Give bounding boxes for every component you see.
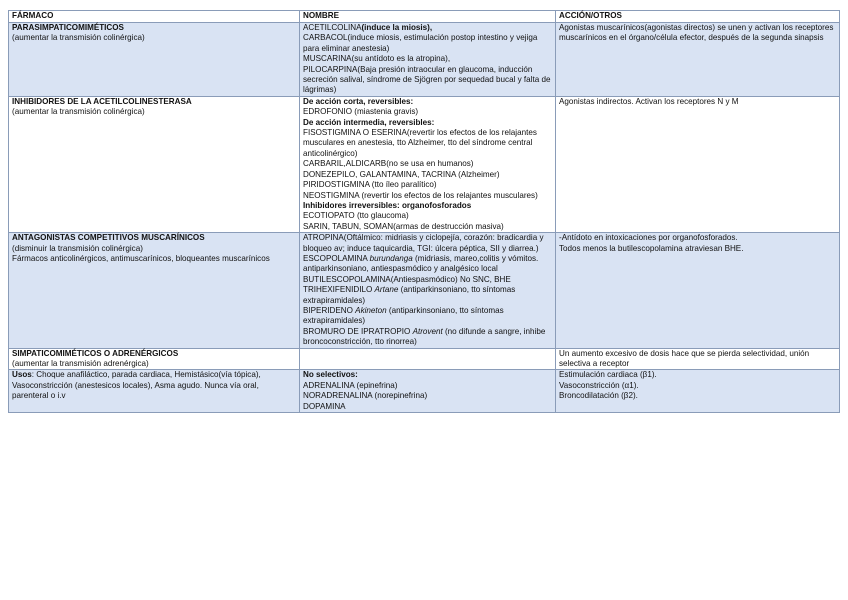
group-subtitle: (aumentar la transmisión colinérgica) [12,107,145,117]
drug-line [303,327,552,348]
group-title: PARASIMPATICOMIMÉTICOS [12,23,124,32]
cell-farmaco [9,348,300,370]
row-parasimpaticomimeticos [9,23,840,97]
drug-line: BUTILESCOPOLAMINA(Antiespasmódico) No SNC, BHE [303,274,511,284]
accion-text: Estimulación cardiaca (β1). [559,370,657,380]
drug-name: BROMURO DE IPRATROPIO [303,326,413,336]
drug-line: CARBARIL,ALDICARB(no se usa en humanos) [303,159,474,169]
cell-nombre [300,370,556,413]
drug-line: PIRIDOSTIGMINA (tto íleo paralítico) [303,180,437,190]
drug-brand: Artane [374,285,399,295]
subgroup-heading: De acción intermedia, reversibles: [303,117,435,127]
drug-line: NORADRENALINA (norepinefrina) [303,391,428,401]
cell-nombre [300,23,556,97]
group-subtitle: (aumentar la transmisión colinérgica) [12,33,145,43]
header-nombre: NOMBRE [300,11,556,23]
cell-nombre [300,348,556,370]
cell-accion [556,233,840,348]
cell-nombre [300,233,556,348]
cell-farmaco [9,96,300,232]
drug-line: DOPAMINA [303,401,346,411]
group-title: ANTAGONISTAS COMPETITIVOS MUSCARÍNICOS [12,233,205,243]
drug-line: ECOTIOPATO (tto glaucoma) [303,211,409,221]
row-simpaticomimeticos [9,348,840,370]
drug-line: SARIN, TABUN, SOMAN(armas de destrucción masiva) [303,221,504,231]
header-accion: ACCIÓN/OTROS [556,11,840,23]
drug-note: (antiparkinsoniano, tto síntomas extrapiramidales) [303,305,504,326]
accion-text: Vasoconstricción (α1). [559,380,639,390]
drug-line: DONEZEPILO, GALANTAMINA, TACRINA (Alzheimer) [303,169,500,179]
drug-note: (induce la miosis), [361,23,433,32]
cell-farmaco [9,233,300,348]
accion-text: Agonistas muscarínicos(agonistas directos) se unen y activan los receptores muscarínicos en el órgano/célula efector, después de la segunda sinapsis [559,23,834,43]
drug-name: ESCOPOLAMINA [303,253,370,263]
drug-name: TRIHEXIFENIDILO [303,285,375,295]
drug-line: CARBACOL(induce miosis, estimulación postop intestino y vejiga para eliminar anestesia) [303,33,538,53]
group-subtitle: (disminuir la transmisión colinérgica) [12,243,143,253]
drug-table-wrapper [8,10,839,413]
accion-text: Todos menos la butilescopolamina atraviesan BHE. [559,243,744,253]
group-subtitle: (aumentar la transmisión adrenérgica) [12,359,149,368]
drug-line [303,254,552,275]
accion-text: Broncodilatación (β2). [559,391,638,401]
drug-line: ADRENALINA (epinefrina) [303,380,398,390]
drug-line: EDROFONIO (miastenia gravis) [303,107,419,117]
cell-accion [556,96,840,232]
accion-text: Agonistas indirectos. Activan los receptores N y M [559,96,739,106]
drug-line: MUSCARINA(su antídoto es la atropina), [303,54,451,64]
subgroup-heading: Inhibidores irreversibles: organofosforados [303,200,472,210]
accion-text: Un aumento excesivo de dosis hace que se pierda selectividad, unión selectiva a receptor [559,348,810,368]
group-extra: Fármacos anticolinérgicos, antimuscarínicos, bloqueantes muscarínicos [12,253,270,263]
drug-line [303,306,552,327]
cell-farmaco [9,23,300,97]
group-title: INHIBIDORES DE LA ACETILCOLINESTERASA [12,96,192,106]
row-antagonistas-muscarinicos [9,233,840,348]
cell-nombre [300,96,556,232]
header-row [9,11,840,23]
drug-line: FISOSTIGMINA O ESERINA(revertir los efectos de los relajantes musculares en anestesia, tto Alzheimer, tto del síndrome central anticolinérgico) [303,128,537,158]
drug-line [303,23,552,33]
drug-name: BIPERIDENO [303,305,356,315]
cell-accion [556,23,840,97]
row-usos-adrenergicos [9,370,840,413]
usos-text [12,370,261,400]
drug-line: ATROPINA(Oftálmico: midriasis y ciclopejía, corazón: bradicardia y bloqueo av; induce taquicardia, TGI: úlcera péptica, SII y diarrea.) [303,233,544,253]
drug-note: (antiparkinsoniano, tto síntomas extrapiramidales) [303,285,516,305]
subgroup-heading: No selectivos: [303,370,358,380]
row-inhibidores-acetilcolinesterasa [9,96,840,232]
drug-line [303,285,552,306]
usos-body: : Choque anafiláctico, parada cardiaca, Hemistásico(vía tópica), Vasoconstricción (anestesicos locales), Asma agudo. Nunca vía oral, parenteral o i.v [12,370,261,401]
header-farmaco: FÁRMACO [9,11,300,23]
drug-note: (no difunde a sangre, inhibe broncoconstricción, tto rinorrea) [303,326,546,347]
cell-accion [556,370,840,413]
drug-note: (midriasis, mareo,colitis y vómitos. antiparkinsoniano, antiespasmódico y analgésico local [303,253,539,274]
usos-label: Usos [12,370,32,380]
cell-accion [556,348,840,370]
drug-line: PILOCARPINA(Baja presión intraocular en glaucoma, inducción secreción salival, síndrome de Sjögren por sequedad bucal y falta de lágrimas) [303,64,551,95]
group-title: SIMPATICOMIMÉTICOS O ADRENÉRGICOS [12,348,179,358]
subgroup-heading: De acción corta, reversibles: [303,96,414,106]
drug-brand: Akineton [355,305,387,315]
accion-text: -Antídoto en intoxicaciones por organofosforados. [559,233,738,243]
drug-table [8,10,840,413]
drug-brand: burundanga [369,253,413,263]
drug-line: NEOSTIGMINA (revertir los efectos de los relajantes musculares) [303,190,538,200]
drug-name: ACETILCOLINA [303,23,362,32]
drug-brand: Atrovent [412,326,443,336]
cell-farmaco [9,370,300,413]
